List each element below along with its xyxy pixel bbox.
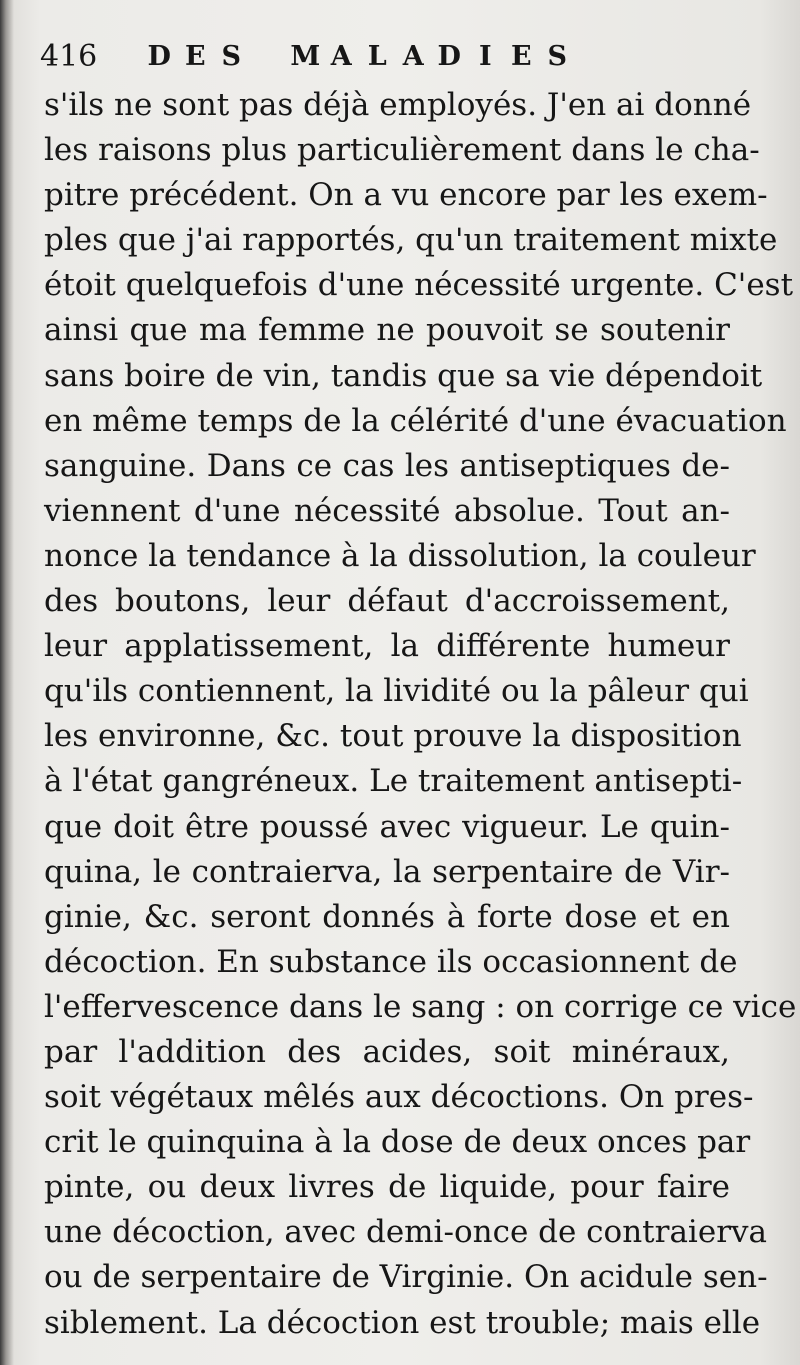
page-gutter-shadow — [0, 0, 14, 1365]
text-line: les environne, &c. tout prouve la disposition — [44, 718, 742, 755]
text-line: siblement. La décoction est trouble; mais elle — [44, 1304, 761, 1341]
running-title — [141, 41, 575, 72]
text-line: qu'ils contiennent, la lividité ou la pâleur qui — [44, 673, 749, 710]
title-letter: I — [478, 40, 492, 72]
text-line: l'effervescence dans le sang : on corrige ce vice — [44, 988, 797, 1025]
text-line: s'ils ne sont pas déjà employés. J'en ai donné — [44, 87, 752, 123]
text-line: pinte, ou deux livres de liquide, pour faire — [44, 1169, 730, 1206]
title-letter: D — [147, 40, 171, 72]
text-line: des boutons, leur défaut d'accroissement, — [44, 583, 730, 620]
text-line: pitre précédent. On a vu encore par les exem- — [44, 177, 768, 214]
text-line: quina, le contraierva, la serpentaire de Vir- — [44, 853, 730, 890]
running-head — [40, 28, 760, 84]
title-letter: S — [547, 40, 568, 72]
title-letter: M — [290, 40, 321, 72]
text-line: sans boire de vin, tandis que sa vie dépendoit — [44, 357, 763, 394]
title-letter: D — [437, 40, 461, 72]
title-letter: S — [221, 40, 242, 72]
text-line: une décoction, avec demi-once de contraierva — [44, 1214, 768, 1251]
text-line: les raisons plus particulièrement dans le cha- — [44, 132, 760, 169]
title-letter: E — [184, 40, 206, 72]
text-line: décoction. En substance ils occasionnent de — [44, 943, 738, 980]
title-letter: A — [402, 40, 424, 72]
text-line: ainsi que ma femme ne pouvoit se soutenir — [44, 312, 730, 349]
text-line: ou de serpentaire de Virginie. On acidule sen- — [44, 1259, 768, 1296]
text-line: étoit quelquefois d'une nécessité urgente. C'est — [44, 267, 794, 304]
page-number: 416 — [40, 38, 98, 74]
text-line: crit le quinquina à la dose de deux onces par — [44, 1124, 751, 1161]
text-line: soit végétaux mêlés aux décoctions. On pres- — [44, 1079, 754, 1116]
text-line: à l'état gangréneux. Le traitement antisepti- — [44, 763, 743, 800]
text-line: leur applatissement, la différente humeur — [44, 628, 730, 665]
title-letter: A — [330, 40, 352, 72]
text-line: que doit être poussé avec vigueur. Le quin- — [44, 808, 730, 845]
text-line: par l'addition des acides, soit minéraux, — [44, 1033, 730, 1070]
title-letter: L — [367, 40, 387, 72]
text-line: sanguine. Dans ce cas les antiseptiques de- — [44, 447, 730, 484]
text-line: viennent d'une nécessité absolue. Tout an- — [44, 492, 730, 529]
body-text — [44, 83, 797, 1346]
title-letter: E — [510, 40, 532, 72]
text-line: ginie, &c. seront donnés à forte dose et en — [44, 898, 730, 935]
title-space — [249, 41, 287, 72]
text-line: en même temps de la célérité d'une évacuation — [44, 402, 787, 439]
text-line: ples que j'ai rapportés, qu'un traitement mixte — [44, 222, 778, 259]
text-line: nonce la tendance à la dissolution, la couleur — [44, 537, 756, 574]
